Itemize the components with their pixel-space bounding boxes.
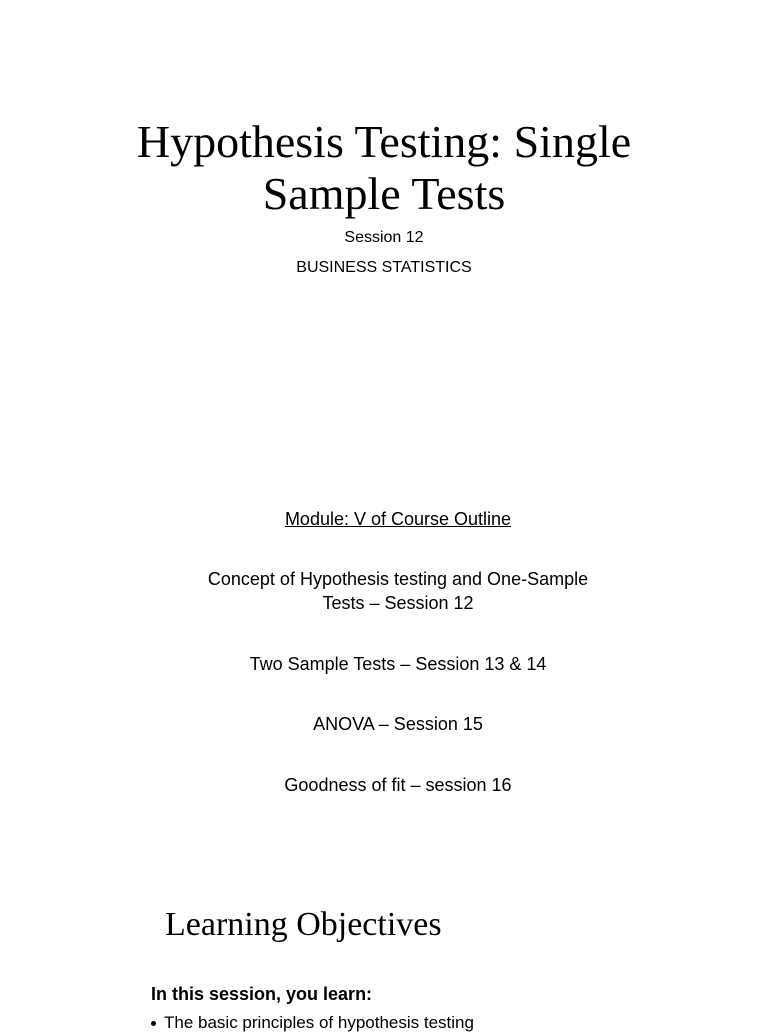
- learning-objectives-heading: Learning Objectives: [165, 906, 442, 943]
- course-label: BUSINESS STATISTICS: [296, 259, 472, 276]
- learning-objectives-intro: In this session, you learn:: [151, 984, 373, 1004]
- topic-line: Concept of Hypothesis testing and One-Sample: [207, 569, 589, 589]
- topic-line: Tests – Session 12: [322, 593, 474, 613]
- slide-title-line-2: Sample Tests: [262, 168, 506, 219]
- slide-title: [84, 116, 684, 220]
- topic-item: ANOVA – Session 15: [313, 714, 483, 734]
- learning-objective-text: The basic principles of hypothesis testing: [164, 1013, 474, 1032]
- module-heading: Module: V of Course Outline: [284, 509, 512, 529]
- topic-item: Goodness of fit – session 16: [284, 775, 512, 795]
- slide-title-line-1: Hypothesis Testing: Single: [136, 116, 632, 167]
- session-label: Session 12: [344, 229, 424, 246]
- topic-item: Two Sample Tests – Session 13 & 14: [249, 654, 547, 674]
- learning-objective-item: [151, 1013, 474, 1033]
- topic-item: [148, 567, 648, 615]
